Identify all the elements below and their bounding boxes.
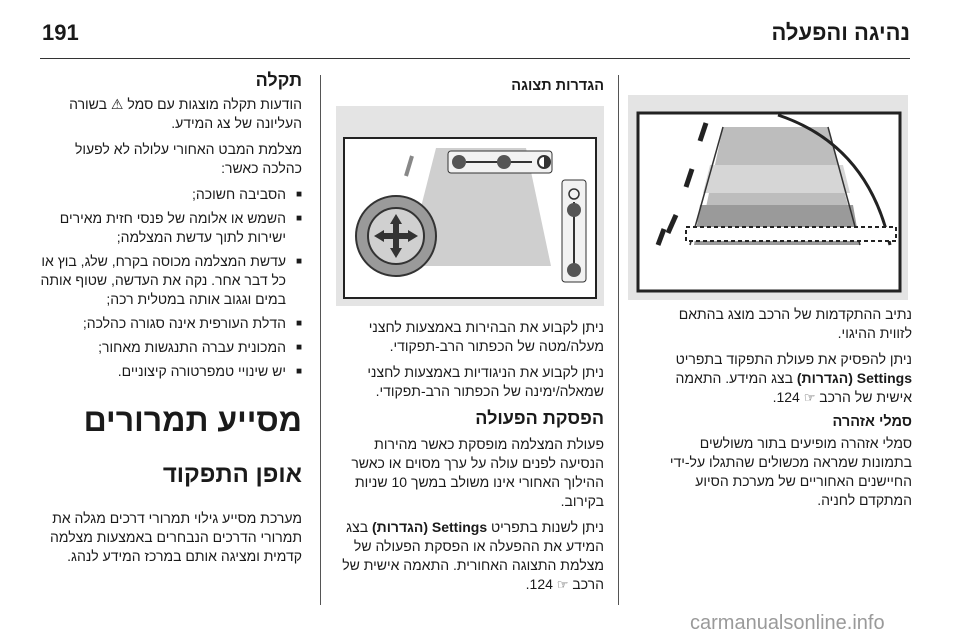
warning-symbols-text: סמלי אזהרה מופיעים בתור משולשים בתמונות שמראה מכשולים שהתגלו על-ידי החיישנים האחוריים של מערכת הסיוע המתקדם לחניה. [669,435,912,508]
camera-limit-intro: מצלמת המבט האחורי עלולה לא לפעול כהלכה כאשר: [74,141,302,176]
display-settings-illustration [336,106,604,306]
functionality-text: מערכת מסייע גילוי תמרורי דרכים מגלה את תמרורי הדרכים הנבחרים באמצעות מצלמה קדמית ומציגה אותם במרכז המידע לנהג. [50,509,302,564]
section-title: נהיגה והפעלה [771,20,910,45]
settings-label-mid: Settings (הגדרות) [372,519,488,535]
middle-column-text [336,318,604,601]
list-item: ■ הסביבה חשוכה; [40,185,302,204]
left-column [40,70,302,573]
functionality-heading: אופן התפקוד [162,460,302,488]
right-column [650,305,912,517]
settings-label: Settings (הגדרות) [796,370,912,386]
column-divider-right [618,75,619,605]
rear-camera-illustration [628,95,908,300]
deactivation-text: פעולת המצלמה מופסקת כאשר מהירות הנסיעה לפנים עולה על ערך מסוים או כאשר ההילוך האחורי אינו משולב במשך 10 שניות בקירוב. [351,436,604,509]
page-ref-icon: ☞ [803,390,816,405]
display-settings-title: הגדרות תצוגה [511,78,604,94]
list-item: ■ יש שינויי טמפרטורה קיצוניים. [40,362,302,381]
list-item: ■ הדלת העורפית אינה סגורה כהלכה; [40,314,302,333]
fault-message-text: הודעות תקלה מוצגות עם סמל ⚠ בשורה העליונה של צג המידע. [69,96,302,131]
contrast-text: ניתן לקבוע את הניגודיות באמצעות לחצני שמאלה/ימינה של הכפתור הרב-תפקודי. [367,364,604,399]
deactivation-heading: הפסקת הפעולה [475,408,604,428]
caption-text: נתיב ההתקדמות של הרכב מוצג בהתאם לזווית ההיגוי. [678,306,912,341]
camera-limit-list [40,185,302,381]
list-item: ■ השמש או אלומה של פנסי חזית מאירים ישירות לתוך עדשת המצלמה; [40,209,302,247]
fault-heading: תקלה [255,70,302,90]
watermark: carmanualsonline.info [690,612,885,634]
brightness-text: ניתן לקבוע את הבהירות באמצעות לחצני מעלה/מטה של הכפתור הרב-תפקודי. [368,319,604,354]
settings-text: ניתן לשנות בתפריט Settings (הגדרות) בצג המידע את ההפעלה או הפסקת הפעולה של מצלמת התצוגה האחורית. התאמה אישית של הרכב ☞ 124. [342,519,604,592]
page-ref-number: 124 [529,576,553,592]
column-divider-left [320,75,321,605]
page-ref-icon: ☞ [556,577,569,592]
page-number: 191 [42,20,79,45]
warning-symbols-heading: סמלי אזהרה [832,414,912,430]
list-item: ■ עדשת המצלמה מכוסה בקרח, שלג, בוץ או כל דבר אחר. נקה את העדשה, שטוף אותה במים וגגוב אותה במטלית רכה; [40,252,302,309]
header-rule [40,58,910,59]
page-ref-number: 124 [776,389,800,405]
list-item: ■ המכונית עברה התנגשות מאחור; [40,338,302,357]
disable-function-text: ניתן להפסיק את פעולת התפקוד בתפריט Settings (הגדרות) בצג המידע. התאמה אישית של הרכב ☞ 124. [675,351,912,405]
page-header [40,14,910,50]
traffic-sign-assistant-heading: מסייע תמרורים [83,402,302,439]
middle-column [336,78,604,98]
warning-triangle-icon: ⚠ [110,96,124,112]
